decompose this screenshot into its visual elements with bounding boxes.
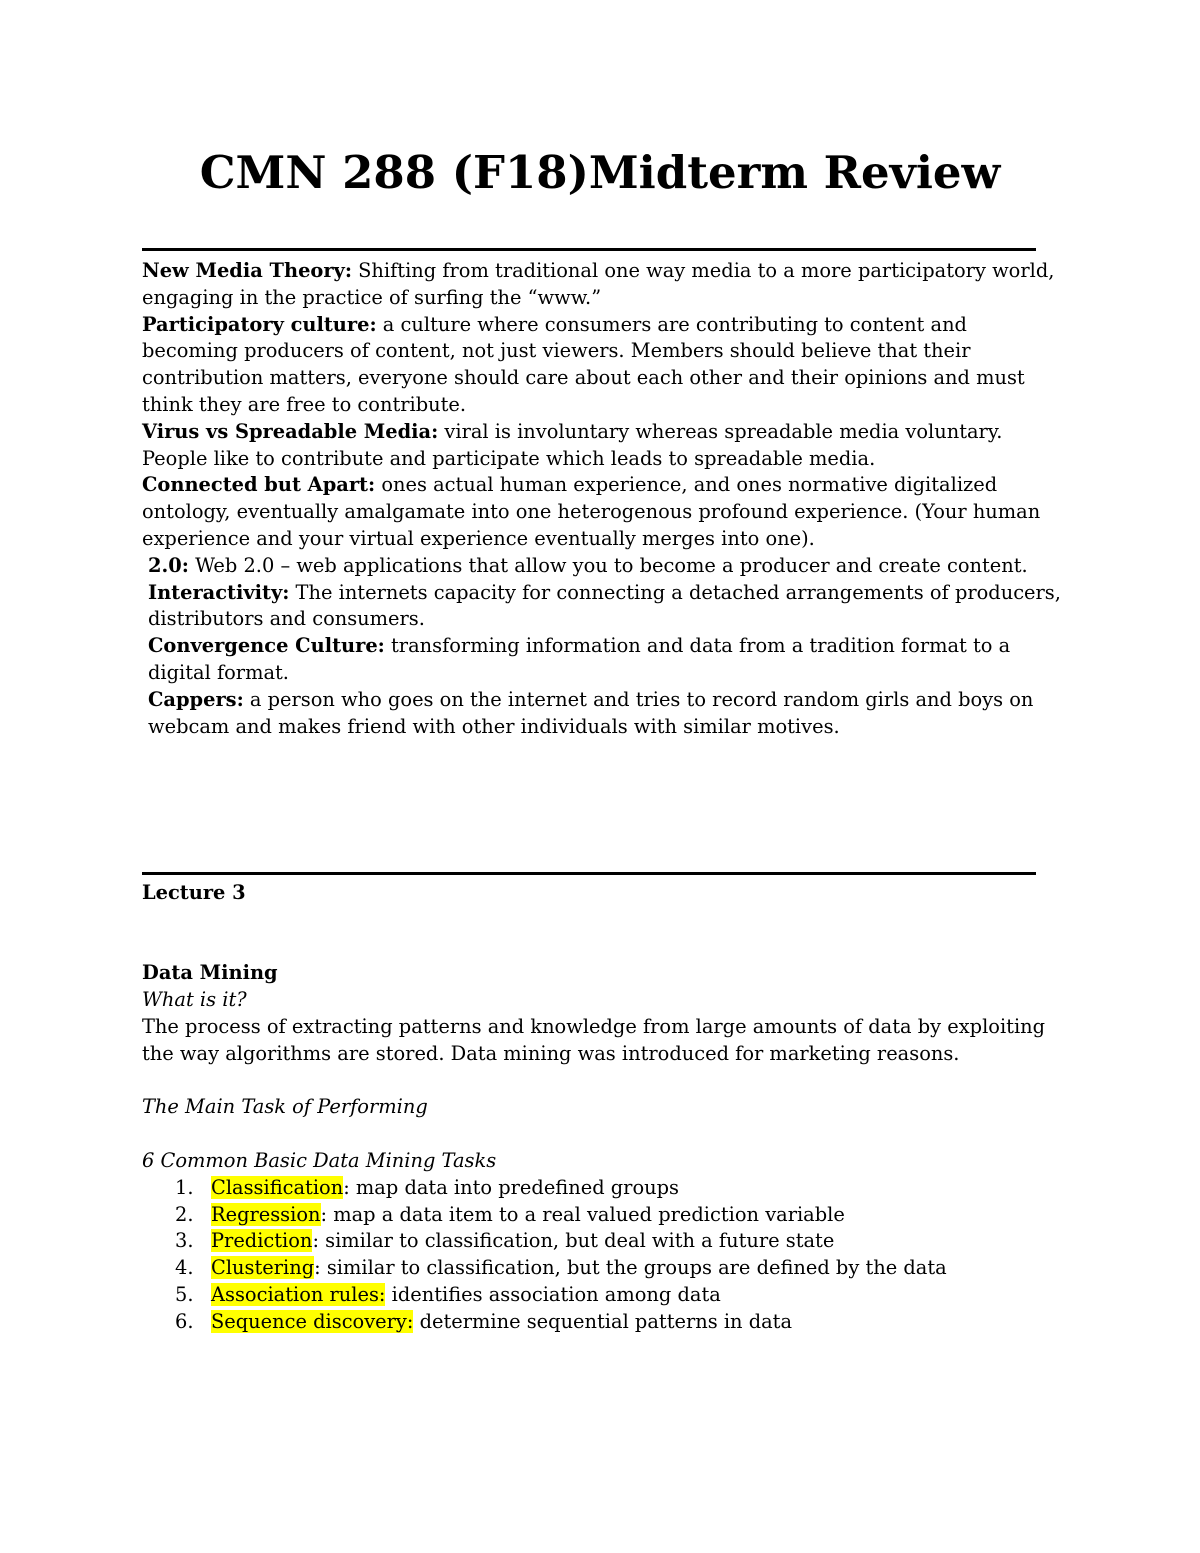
definition-connected-but-apart: Connected but Apart: ones actual human experience, and ones normative digitalized ontology, eventually amalgamate into one heterogenous profound experience. (Your human experience and your virtual experience eventually merges into one).: [142, 473, 1041, 550]
tasks-list: [142, 1175, 1062, 1336]
topic-heading: Data Mining: [142, 961, 278, 985]
highlighted-term: Association rules:: [211, 1282, 386, 1306]
list-item: 3. Prediction: similar to classification, but deal with a future state: [175, 1229, 835, 1253]
list-item: 5. Association rules: identifies association among data: [175, 1282, 721, 1306]
answer-paragraph: The process of extracting patterns and knowledge from large amounts of data by exploiting the way algorithms are stored. Data mining was introduced for marketing reasons.: [142, 1014, 1046, 1065]
list-item: 2. Regression: map a data item to a real valued prediction variable: [175, 1202, 845, 1226]
lecture-heading: Lecture 3: [142, 881, 246, 904]
highlighted-term: Regression: [211, 1202, 321, 1226]
lecture-section: [142, 880, 1062, 1336]
highlighted-term: Clustering: [211, 1256, 315, 1280]
definition-new-media-theory: New Media Theory: Shifting from traditional one way media to a more participatory world, engaging in the practice of surfing the “www.”: [142, 259, 1055, 309]
list-item: 1. Classification: map data into predefined groups: [175, 1175, 679, 1199]
list-item: 6. Sequence discovery: determine sequential patterns in data: [175, 1309, 793, 1333]
divider-line: [142, 248, 1036, 251]
list-item: 4. Clustering: similar to classification, but the groups are defined by the data: [175, 1256, 947, 1280]
tasks-subheading: 6 Common Basic Data Mining Tasks: [142, 1148, 497, 1172]
highlighted-term: Sequence discovery:: [211, 1309, 414, 1333]
highlighted-term: Classification: [211, 1175, 344, 1199]
definition-participatory-culture: Participatory culture: a culture where consumers are contributing to content and becoming producers of content, not just viewers. Members should believe that their contribution matters, everyone should care about each other and their opinions and must think they are free to contribute.: [142, 312, 1025, 416]
definition-virus-vs-spreadable: Virus vs Spreadable Media: viral is involuntary whereas spreadable media voluntary. People like to contribute and participate which leads to spreadable media.: [142, 419, 1003, 470]
page-title: CMN 288 (F18)Midterm Review: [199, 146, 1001, 199]
divider-line: [142, 872, 1036, 875]
definition-cappers: Cappers: a person who goes on the internet and tries to record random girls and boys on webcam and makes friend with other individuals with similar motives.: [148, 687, 1034, 738]
main-task-subheading: The Main Task of Performing: [142, 1095, 428, 1119]
definition-convergence-culture: Convergence Culture: transforming information and data from a tradition format to a digital format.: [148, 634, 1011, 684]
question-subheading: What is it?: [142, 988, 247, 1012]
highlighted-term: Prediction: [211, 1229, 313, 1253]
definition-interactivity: Interactivity: The internets capacity for connecting a detached arrangements of producers, distributors and consumers.: [148, 580, 1061, 631]
definition-web-2-0: 2.0: Web 2.0 – web applications that allow you to become a producer and create content.: [148, 553, 1028, 577]
definitions-section: [142, 258, 1062, 740]
